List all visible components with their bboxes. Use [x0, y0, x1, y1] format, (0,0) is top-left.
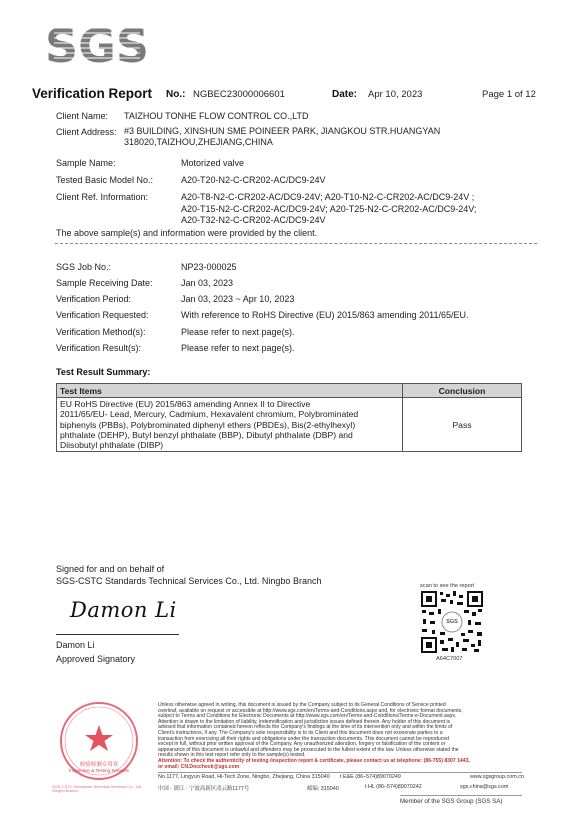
address-en-tel: t E&E (86–574)89070249 — [340, 774, 401, 780]
period-value: Jan 03, 2023 ~ Apr 10, 2023 — [181, 294, 295, 304]
stamp-ring-text: SGS-CSTC Standards Technical Services Co., Ltd. Ningbo Branch — [52, 784, 143, 794]
result-value: Please refer to next page(s). — [181, 343, 295, 353]
report-no-label: No.: — [166, 89, 186, 100]
item-line: EU RoHS Directive (EU) 2015/863 amending Annex II to Directive — [60, 399, 311, 409]
qr-code-id: A64C7007 — [436, 656, 463, 662]
disclaimer-line: Unless otherwise agreed in writing, this document is issued by the Company subject to its General Conditions of Service printed — [158, 702, 446, 708]
model-value: A20-T20-N2-C-CR202-AC/DC9-24V — [181, 175, 326, 185]
disclaimer-line: subject to Terms and Conditions for Electronic Documents at http://www.sgs.com/en/Terms-and-Conditions/Terms-e-Document.aspx. — [158, 713, 457, 720]
receiving-date-value: Jan 03, 2023 — [181, 278, 234, 288]
summary-heading: Test Result Summary: — [56, 367, 151, 377]
svg-text:SGS: SGS — [44, 19, 150, 73]
stamp-sub-text: Inspection & Testing Services — [69, 768, 129, 773]
client-ref-line1: A20-T8-N2-C-CR202-AC/DC9-24V; A20-T10-N2-C-CR202-AC/DC9-24V ; — [181, 192, 475, 202]
stamp-center-text: 检验检测专用章 — [79, 762, 119, 768]
summary-header-row — [57, 384, 522, 398]
requested-value: With reference to RoHS Directive (EU) 2015/863 amending 2011/65/EU. — [181, 310, 469, 320]
disclaimer-line: results shown in this test report refer only to the sample(s) tested. — [158, 752, 306, 759]
test-items-cell — [57, 398, 403, 452]
period-label: Verification Period: — [56, 294, 132, 304]
qr-center-logo: SGS — [446, 619, 458, 625]
footer-rule — [158, 772, 522, 773]
disclaimer-line: advised that information contained hereon reflects the Company's findings at the time of its intervention only and within the limits of — [158, 724, 453, 731]
date-value: Apr 10, 2023 — [368, 89, 423, 100]
address-cn: 中国 · 浙江 · 宁波高新区凌云路1177号 — [158, 786, 250, 792]
item-line: biphenyls (PBBs), Polybrominated diphenyl ethers (PBDEs), Bis(2-ethylhexyl) — [60, 419, 356, 430]
address-email[interactable]: sgs.china@sgs.com — [460, 784, 509, 790]
signed-line2: SGS-CSTC Standards Technical Services Co., Ltd. Ningbo Branch — [56, 576, 322, 586]
address-en: No.1177, Lingyun Road, Hi-Tech Zone, Ningbo, Zhejiang, China 315040 — [158, 774, 330, 780]
member-text: Member of the SGS Group (SGS SA) — [400, 798, 503, 805]
sample-name-label: Sample Name: — [56, 158, 116, 168]
col-conclusion: Conclusion — [403, 384, 522, 398]
client-address-label: Client Address: — [56, 127, 117, 137]
summary-table — [56, 383, 522, 452]
disclaimer-email: or email: CN.Doccheck@sgs.com — [158, 763, 240, 770]
divider — [55, 243, 537, 244]
model-label: Tested Basic Model No.: — [56, 175, 154, 185]
method-label: Verification Method(s): — [56, 327, 146, 337]
disclaimer-line: Client's instructions, if any. The Company's sole responsibility is to its Client and this document does not exonerate parties to a — [158, 729, 443, 736]
address-cn-post: 邮编: 315040 — [307, 786, 339, 792]
signature-line — [56, 634, 179, 635]
disclaimer-line: appearance of this document is unlawful and offenders may be prosecuted to the fullest extent of the law. Unless otherwise stated the — [158, 746, 459, 753]
signatory-title: Approved Signatory — [56, 654, 136, 664]
handwritten-signature: Damon Li — [70, 598, 177, 622]
disclaimer-line: except in full, without prior written approval of the Company. Any unauthorized alteration, forgery or falsification of the content or — [158, 741, 446, 748]
sample-note: The above sample(s) and information were provided by the client. — [56, 228, 318, 238]
client-address-line2: 318020,TAIZHOU,ZHEJIANG,CHINA — [124, 137, 273, 147]
method-value: Please refer to next page(s). — [181, 327, 295, 337]
report-no-value: NGBEC23000006601 — [193, 89, 285, 100]
disclaimer-line: transaction from exercising all their rights and obligations under the transaction documents. This document cannot be reproduced — [158, 735, 449, 742]
job-no-value: NP23-000025 — [181, 262, 237, 272]
report-title: Verification Report — [32, 86, 153, 101]
client-address-line1: #3 BUILDING, XINSHUN SME POINEER PARK, JIANGKOU STR.HUANGYAN — [124, 126, 441, 136]
item-line: Diisobutyl phthalate (DIBP) — [60, 440, 164, 451]
col-test-items: Test Items — [57, 384, 403, 398]
client-name-value: TAIZHOU TONHE FLOW CONTROL CO.,LTD — [124, 111, 309, 121]
address-web[interactable]: www.sgsgroup.com.cn — [470, 774, 524, 780]
result-label: Verification Result(s): — [56, 343, 142, 353]
conclusion-cell: Pass — [403, 398, 522, 452]
signatory-name: Damon Li — [56, 640, 95, 650]
item-line: 2011/65/EU- Lead, Mercury, Cadmium, Hexavalent chromium, Polybrominated — [60, 409, 359, 420]
client-ref-label: Client Ref. Information: — [56, 192, 149, 202]
disclaimer-attention: Attention: To check the authenticity of testing /inspection report & certificate, please contact us at telephone: (86-755) 8307 1443, — [158, 757, 470, 764]
date-label: Date: — [332, 89, 358, 100]
requested-label: Verification Requested: — [56, 310, 149, 320]
signed-line1: Signed for and on behalf of — [56, 564, 165, 574]
disclaimer-line: overleaf, available on request or accessible at http://www.sgs.com/en/Terms-and-Conditions.aspx and, for electronic format documents, — [158, 707, 463, 714]
receiving-date-label: Sample Receiving Date: — [56, 278, 153, 288]
table-row — [57, 398, 522, 452]
client-name-label: Client Name: — [56, 111, 109, 121]
member-rule — [400, 795, 522, 796]
qr-caption: scan to see the report — [420, 583, 475, 589]
sample-name-value: Motorized valve — [181, 158, 245, 168]
client-ref-line3: A20-T32-N2-C-CR202-AC/DC9-24V — [181, 215, 326, 225]
address-cn-tel: t HL (86–574)89070242 — [365, 784, 422, 790]
page-number: Page 1 of 12 — [482, 89, 536, 100]
item-line: phthalate (DEHP), Butyl benzyl phthalate (BBP), Dibutyl phthalate (DBP) and — [60, 429, 353, 440]
disclaimer-line: Attention is drawn to the limitation of liability, indemnification and jurisdiction issues defined therein. Any holder of this document is — [158, 718, 451, 725]
sgs-logo — [44, 14, 150, 73]
job-no-label: SGS Job No.: — [56, 262, 112, 272]
client-ref-line2: A20-T15-N2-C-CR202-AC/DC9-24V; A20-T25-N2-C-CR202-AC/DC9-24V; — [181, 204, 477, 214]
disclaimer — [158, 703, 518, 770]
